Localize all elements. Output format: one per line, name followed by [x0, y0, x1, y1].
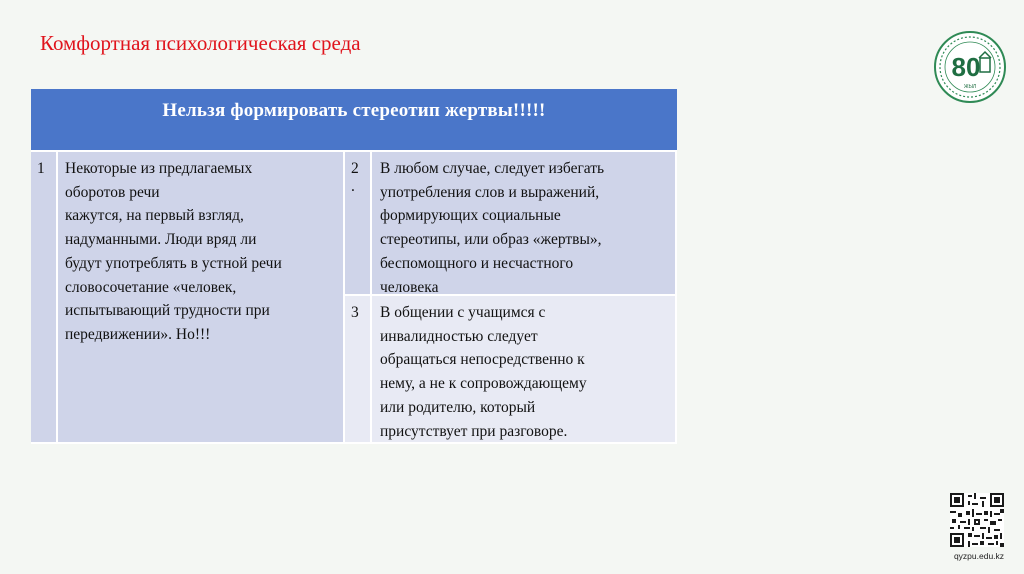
- anniversary-emblem-icon: [933, 30, 1007, 104]
- table-header: Нельзя формировать стереотип жертвы!!!!!: [31, 89, 677, 152]
- row-number-2: 2 .: [345, 152, 372, 296]
- slide-title: Комфортная психологическая среда: [40, 31, 361, 55]
- right-text-cell-2: В общении с учащимся с инвалидностью следует обращаться непосредственно к нему, а не к сопровождающему или родителю, который присутствует при разговоре.: [372, 296, 677, 444]
- university-80-years-logo: [933, 30, 1007, 104]
- guidelines-table: [31, 89, 677, 444]
- logo-caption: ЖЫЛ: [963, 84, 977, 90]
- qr-code-icon: [950, 493, 1004, 547]
- left-text-cell: Некоторые из предлагаемых оборотов речи кажутся, на первый взгляд, надуманными. Люди вряд ли будут употреблять в устной речи словосочетание «человек, испытывающий трудности при передвижении». Но!!!: [58, 152, 345, 444]
- row-number-1: 1: [31, 152, 58, 444]
- footer-url[interactable]: qyzpu.edu.kz: [953, 551, 1005, 561]
- logo-number: 80: [951, 52, 981, 82]
- row-number-3: 3: [345, 296, 372, 444]
- right-text-cell-1: В любом случае, следует избегать употребления слов и выражений, формирующих социальные стереотипы, или образ «жертвы», беспомощного и несчастного человека: [372, 152, 677, 296]
